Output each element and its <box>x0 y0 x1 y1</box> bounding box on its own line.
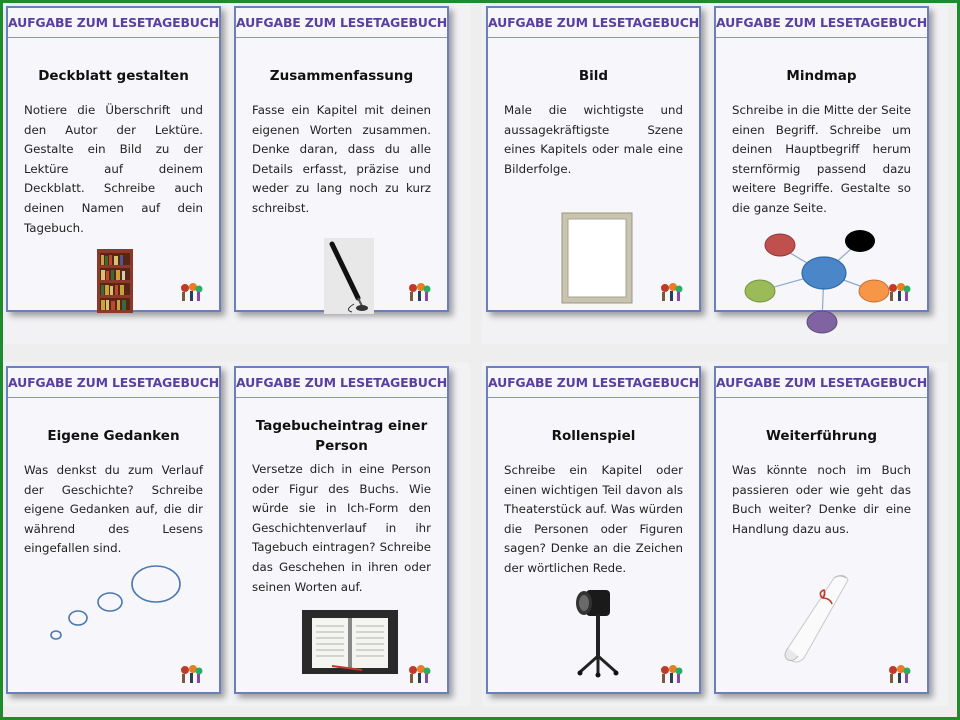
card-title: Tagebucheintrag einer Person <box>255 418 428 454</box>
bookshelf-icon <box>96 248 134 314</box>
mindmap-icon <box>738 225 898 335</box>
card-header-label: AUFGABE ZUM LESETAGEBUCH <box>236 15 447 30</box>
task-card-mindmap <box>714 6 929 312</box>
logo-icon <box>659 664 685 684</box>
scroll-icon <box>778 568 856 668</box>
task-card-deckblatt <box>6 6 221 312</box>
card-text: Schreibe ein Kapitel oder einen wichtigen Teil davon als Theaterstück auf. Was würden die Personen oder Figuren sagen? Denke an die Zeichen der wörtlichen Rede. <box>504 463 683 575</box>
card-header <box>488 8 699 38</box>
card-header-label: AUFGABE ZUM LESETAGEBUCH <box>8 375 219 390</box>
card-header <box>716 368 927 398</box>
card-text: Was denkst du zum Verlauf der Geschichte? Schreibe eigene Gedanken auf, die dir während des Lesens eingefallen sind. <box>24 463 203 556</box>
spotlight-icon <box>572 586 622 678</box>
logo-icon <box>887 664 913 684</box>
card-title: Eigene Gedanken <box>47 428 180 444</box>
card-header-label: AUFGABE ZUM LESETAGEBUCH <box>8 15 219 30</box>
logo-icon <box>407 282 433 302</box>
task-card-zusammenfassung <box>234 6 449 312</box>
logo-icon <box>179 282 205 302</box>
card-text: Schreibe in die Mitte der Seite einen Begriff. Schreibe um deinen Hauptbegriff herum sternförmig passend dazu weitere Begriffe. Gestalte so die ganze Seite. <box>732 103 911 215</box>
fountain-pen-icon <box>324 238 374 314</box>
diary-icon <box>302 610 398 674</box>
card-title: Deckblatt gestalten <box>38 68 189 84</box>
card-text: Notiere die Überschrift und den Autor der Lektüre. Gestalte ein Bild zu der Lektüre auf deinem Deckblatt. Schreibe auch deinen Namen auf dein Tagebuch. <box>24 103 203 235</box>
card-header-label: AUFGABE ZUM LESETAGEBUCH <box>716 375 927 390</box>
logo-icon <box>179 664 205 684</box>
card-text: Fasse ein Kapitel mit deinen eigenen Worten zusammen. Denke daran, dass du alle Details erfasst, präzise und weder zu lang noch zu kurz schreibst. <box>252 103 431 215</box>
task-card-eigene-gedanken <box>6 366 221 694</box>
card-header-label: AUFGABE ZUM LESETAGEBUCH <box>236 375 447 390</box>
card-title: Rollenspiel <box>551 428 636 444</box>
card-header <box>488 368 699 398</box>
card-title: Mindmap <box>786 68 857 84</box>
card-header-label: AUFGABE ZUM LESETAGEBUCH <box>488 15 699 30</box>
card-header <box>236 8 447 38</box>
logo-icon <box>887 282 913 302</box>
card-title: Zusammenfassung <box>269 68 414 84</box>
card-header <box>8 8 219 38</box>
thought-bubble-icon <box>44 560 192 650</box>
logo-icon <box>407 664 433 684</box>
card-header <box>8 368 219 398</box>
card-header <box>716 8 927 38</box>
card-header-label: AUFGABE ZUM LESETAGEBUCH <box>488 375 699 390</box>
card-title: Weiterführung <box>765 428 878 444</box>
card-text: Was könnte noch im Buch passieren oder wie geht das Buch weiter? Denke dir eine Handlung dazu aus. <box>732 463 911 536</box>
task-card-tagebucheintrag <box>234 366 449 694</box>
card-header <box>236 368 447 398</box>
card-header-label: AUFGABE ZUM LESETAGEBUCH <box>716 15 927 30</box>
task-card-weiterfuehrung <box>714 366 929 694</box>
task-card-rollenspiel <box>486 366 701 694</box>
task-card-bild <box>486 6 701 312</box>
card-title: Bild <box>578 68 609 84</box>
logo-icon <box>659 282 685 302</box>
card-text: Versetze dich in eine Person oder Figur des Buchs. Wie würde sie in Ich-Form den Geschichtenverlauf in ihr Tagebuch eintragen? Schreibe das Geschehen in ihren oder seinen Worten auf. <box>252 462 431 594</box>
card-text: Male die wichtigste und aussagekräftigste Szene eines Kapitels oder male eine Bilderfolge. <box>504 103 683 176</box>
picture-frame-icon <box>560 211 634 305</box>
